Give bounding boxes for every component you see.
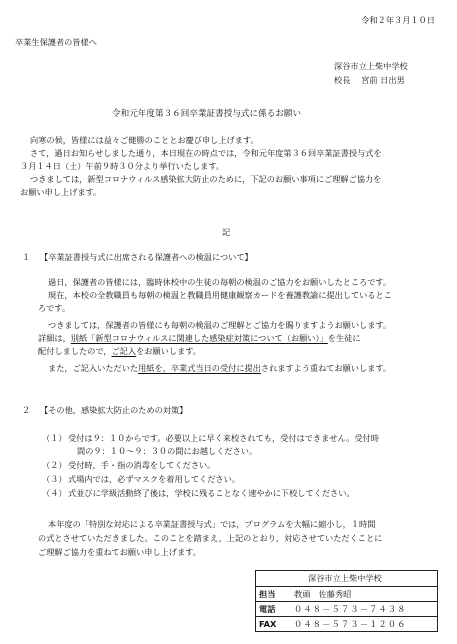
body-text: また，ご記入いただいた [48,363,139,373]
list-item [0,473,457,486]
intro-paragraph [0,134,457,214]
measures-list [0,432,457,512]
closing-paragraph [0,518,457,563]
section1-body [0,276,457,386]
body-line: 現在，本校の全教職員も毎朝の検温と教職員用健康観察カードを養護教諭に提出しているとこ [48,290,392,300]
item-text: 間の９：１０～９：３０の間にお越しください。 [77,446,258,456]
body-line [38,332,457,345]
intro-line: 向寒の候，皆様には益々ご健勝のこととお慶び申し上げます。 [30,135,259,145]
phone-number: ０４８－５７３－７４３８ [294,604,407,614]
staff-name: 教頭 佐藤秀昭 [294,589,352,599]
list-item [0,459,457,472]
list-item [0,445,457,458]
list-item [0,487,457,500]
contact-phone-row [256,601,437,617]
submission-emphasis: 用紙を，卒業式当日の受付に提出 [138,363,261,373]
body-line: つきましては，保護者の皆様にも毎朝の検温のご理解とご協力を賜りますようお願いします。 [48,320,392,330]
fill-in-emphasis: ご記入 [111,346,137,356]
body-text: をお願いします。 [136,346,201,356]
item-number: （４） [42,488,67,498]
item-number: （２） [42,460,67,470]
body-text: されますよう重ねてお願いします。 [260,363,392,373]
body-text: 配付しましたので， [38,346,112,356]
closing-line: ご理解ご協力を重ねてお願い申し上げます。 [38,547,201,557]
body-line: ろです。 [38,303,71,313]
contact-school: 深谷市立上柴中学校 [308,573,382,583]
section1-number: １ [22,252,31,262]
list-item [0,432,457,445]
document-date: 令和２年３月１０日 [361,15,435,25]
principal-name: 校長 宮前 日出男 [334,75,405,85]
intro-line: ３月１４日（土）午前９時３０分より挙行いたします。 [20,161,225,171]
body-line [48,362,457,375]
body-text: 詳細は， [38,333,71,343]
fax-label: FAX [259,619,277,629]
intro-line: お願い申し上げます。 [20,187,102,197]
ki-marker: 記 [222,227,231,237]
attachment-reference: 別紙「新型コロナウィルスに関連した感染症対策について（お願い）」 [70,333,328,343]
addressee: 卒業生保護者の皆様へ [15,37,97,47]
item-text: 式場内では，必ずマスクを着用してください。 [68,474,240,484]
contact-school-row [256,571,437,586]
item-text: 受付は９：１０からです。必要以上に早く来校されても，受付はできません。受付時 [68,433,379,443]
intro-line: つきましては，新型コロナウィルス感染拡大防止のために，下記のお願い事項にご理解ご協力を [30,174,382,184]
contact-fax-row [256,616,437,632]
staff-label: 担当 [259,589,276,599]
item-number: （３） [42,474,67,484]
phone-label: 電話 [259,604,276,614]
item-text: 式並びに学級活動終了後は，学校に残ることなく速やかに下校してください。 [68,488,355,498]
item-number: （１） [42,433,67,443]
body-line: 過日，保護者の皆様には，臨時休校中の生徒の毎朝の検温のご協力をお願いしたところです。 [48,277,392,287]
intro-line: さて，過日お知らせしました通り，本日現在の時点では，令和元年度第３６回卒業証書授与式を [30,148,382,158]
fax-number: ０４８－５７３－１２０６ [294,619,407,629]
section2-number: ２ [22,405,31,415]
contact-box [255,570,438,632]
section2-heading: 【その他，感染拡大防止のための対策】 [40,405,188,415]
document-title: 令和元年度第３６回卒業証書授与式に係るお願い [112,109,302,119]
closing-line: 本年度の「特別な対応による卒業証書授与式」では，プログラムを大幅に縮小し，１時間 [48,519,376,529]
contact-staff-row [256,586,437,602]
body-text: を生徒に [327,333,361,343]
closing-line: の式とさせていただきました。このことを踏まえ，上記のとおり，対応させていただくことに [38,533,383,543]
body-line [38,345,457,358]
school-name: 深谷市立上柴中学校 [334,61,408,71]
item-text: 受付時，手・指の消毒をしてください。 [68,460,216,470]
section1-heading: 【卒業証書授与式に出席される保護者への検温について】 [40,252,253,262]
